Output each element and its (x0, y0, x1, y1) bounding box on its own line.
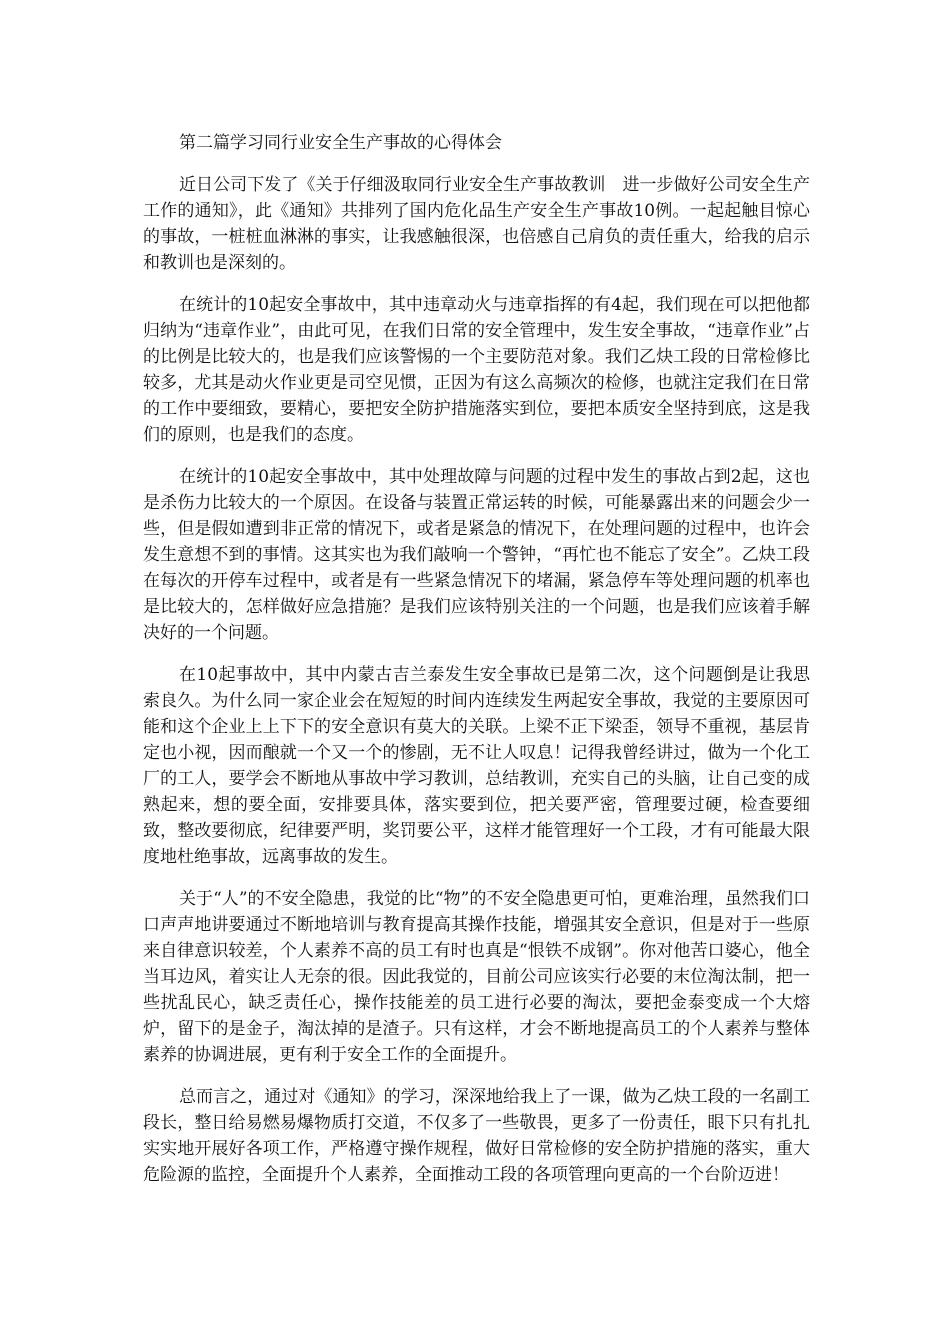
paragraph-2: 在统计的10起安全事故中，其中违章动火与违章指挥的有4起，我们现在可以把他都归纳为“违章作业”，由此可见，在我们日常的安全管理中，发生安全事故，“违章作业”占的比例是比较大的，也是我们应该警惕的一个主要防范对象。我们乙炔工段的日常检修比较多，尤其是动火作业更是司空见惯，正因为有这么高频次的检修，也就注定我们在日常的工作中要细致，要精心，要把安全防护措施落实到位，要把本质安全坚持到底，这是我们的原则，也是我们的态度。 (143, 295, 810, 445)
document-title: 第二篇学习同行业安全生产事故的心得体会 (179, 133, 502, 153)
paragraph-4: 在10起事故中，其中内蒙古吉兰泰发生安全事故已是第二次，这个问题倒是让我思索良久。为什么同一家企业会在短短的时间内连续发生两起安全事故，我觉的主要原因可能和这个企业上上下下的安全意识有莫大的关联。上梁不正下梁歪，领导不重视，基层肯定也小视，因而酿就一个又一个的惨剧，无不让人叹息！记得我曾经讲过，做为一个化工厂的工人，要学会不断地从事故中学习教训，总结教训，充实自己的头脑，让自己变的成熟起来，想的要全面，安排要具体，落实要到位，把关要严密，管理要过硬，检查要细致，整改要彻底，纪律要严明，奖罚要公平，这样才能管理好一个工段，才有可能最大限度地杜绝事故，远离事故的发生。 (143, 665, 810, 867)
paragraph-6: 总而言之，通过对《通知》的学习，深深地给我上了一课，做为乙炔工段的一名副工段长，整日给易燃易爆物质打交道，不仅多了一些敬畏，更多了一份责任，眼下只有扎扎实实地开展好各项工作，严格遵守操作规程，做好日常检修的安全防护措施的落实，重大危险源的监控，全面提升个人素养，全面推动工段的各项管理向更高的一个台阶迈进！ (143, 1087, 810, 1185)
document-page (143, 130, 810, 1204)
paragraph-5: 关于“人”的不安全隐患，我觉的比“物”的不安全隐患更可怕，更难治理，虽然我们口口声声地讲要通过不断地培训与教育提高其操作技能，增强其安全意识，但是对于一些原来自律意识较差，个人素养不高的员工有时也真是“恨铁不成钢”。你对他苦口婆心，他全当耳边风，着实让人无奈的很。因此我觉的，目前公司应该实行必要的末位淘汰制，把一些扰乱民心，缺乏责任心，操作技能差的员工进行必要的淘汰，要把金泰变成一个大熔炉，留下的是金子，淘汰掉的是渣子。只有这样，才会不断地提高员工的个人素养与整体素养的协调进展，更有利于安全工作的全面提升。 (143, 889, 810, 1065)
paragraph-1: 近日公司下发了《关于仔细汲取同行业安全生产事故教训 进一步做好公司安全生产工作的通知》，此《通知》共排列了国内危化品生产安全生产事故10例。一起起触目惊心的事故，一桩桩血淋淋的事实，让我感触很深，也倍感自己肩负的责任重大，给我的启示和教训也是深刻的。 (143, 175, 810, 273)
paragraph-3: 在统计的10起安全事故中，其中处理故障与问题的过程中发生的事故占到2起，这也是杀伤力比较大的一个原因。在设备与装置正常运转的时候，可能暴露出来的问题会少一些，但是假如遭到非正常的情况下，或者是紧急的情况下，在处理问题的过程中，也许会发生意想不到的事情。这其实也为我们敲响一个警钟，“再忙也不能忘了安全”。乙炔工段在每次的开停车过程中，或者是有一些紧急情况下的堵漏，紧急停车等处理问题的机率也是比较大的，怎样做好应急措施？是我们应该特别关注的一个问题，也是我们应该着手解决好的一个问题。 (143, 467, 810, 643)
